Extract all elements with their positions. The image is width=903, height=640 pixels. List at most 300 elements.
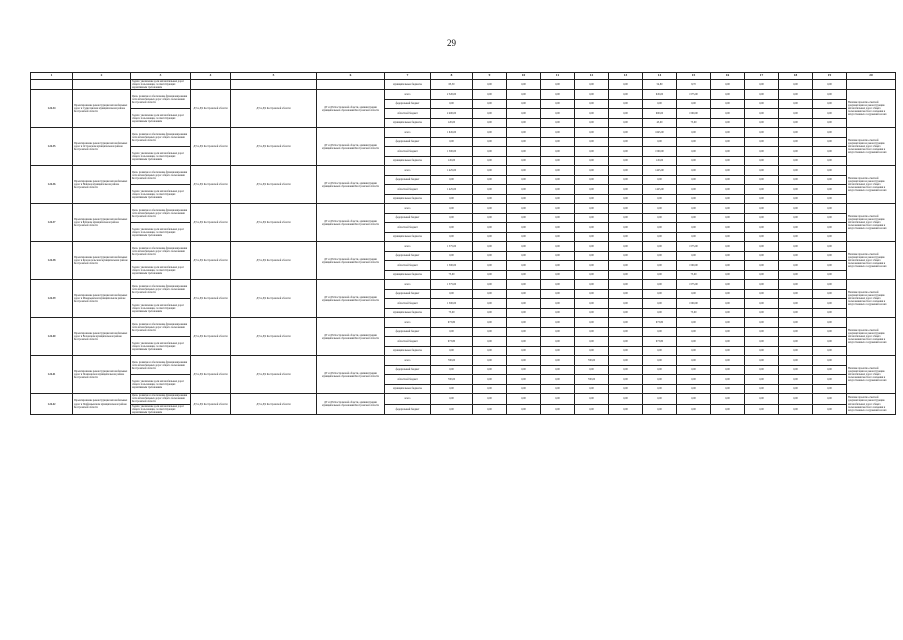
value-cell: 0,00 <box>431 232 473 242</box>
value-cell: 0,00 <box>507 99 541 109</box>
value-cell: 0,00 <box>507 109 541 119</box>
value-cell: 0,00 <box>575 299 609 309</box>
value-cell: 0,00 <box>609 384 643 394</box>
table-row <box>31 166 896 176</box>
value-cell: 0,00 <box>779 346 813 356</box>
item-name: Проектирование реконструкции автомобильных дорог в Буйском муниципальном районе Костромской области <box>73 204 131 242</box>
value-cell: 0,00 <box>779 204 813 214</box>
value-cell: 0,00 <box>813 90 847 100</box>
goal-text: Цель: развитие и обеспечение функционирования сети автомобильных дорог общего пользования Костромской области <box>131 280 191 299</box>
table-row <box>31 404 896 414</box>
value-cell: 0,00 <box>609 128 643 138</box>
value-cell: 0,00 <box>541 299 575 309</box>
value-cell: 0,00 <box>431 384 473 394</box>
value-cell: 0,00 <box>609 204 643 214</box>
value-cell: 700,00 <box>575 356 609 366</box>
value-cell: 0,00 <box>745 346 779 356</box>
funding-source: федеральный бюджет <box>385 327 431 337</box>
funding-source: всего <box>385 166 431 176</box>
header-cell: 10 <box>507 73 541 80</box>
value-cell: 0,00 <box>745 404 779 414</box>
value-cell: 0,00 <box>541 375 575 385</box>
header-cell: 14 <box>643 73 677 80</box>
value-cell: 0,00 <box>813 299 847 309</box>
value-cell: 0,00 <box>473 147 507 157</box>
value-cell: 0,00 <box>643 242 677 252</box>
executor: ДТ и ДХ Костромской области <box>231 90 317 128</box>
value-cell: 0,00 <box>711 356 745 366</box>
value-cell: 0,00 <box>473 232 507 242</box>
funding-source: муниципальные бюджеты <box>385 156 431 166</box>
value-cell: 0,00 <box>677 327 711 337</box>
value-cell: 0,00 <box>575 156 609 166</box>
value-cell: 1 500,00 <box>431 299 473 309</box>
value-cell: 0,00 <box>507 280 541 290</box>
value-cell: 0,00 <box>507 375 541 385</box>
value-cell: 0,00 <box>473 318 507 328</box>
item-number: 1.22.40 <box>31 318 73 356</box>
value-cell: 0,00 <box>779 289 813 299</box>
value-cell: 0,00 <box>609 147 643 157</box>
value-cell: 0,00 <box>575 185 609 195</box>
item-name: Проектирование реконструкции автомобильных дорог в Красносельском муниципальном районе Костромской области <box>73 242 131 280</box>
customer: ДТ и ДХ Костромской области <box>191 90 231 128</box>
value-cell: 0,00 <box>745 384 779 394</box>
value-cell: 0,00 <box>575 394 609 404</box>
value-cell: 0,00 <box>745 289 779 299</box>
value-cell: 0,00 <box>541 185 575 195</box>
value-cell: 0,00 <box>541 90 575 100</box>
header-cell: 5 <box>231 73 317 80</box>
value-cell: 0,00 <box>541 166 575 176</box>
header-cell: 9 <box>473 73 507 80</box>
expected-result: Наличие проектно-сметной документации на реконструкцию автомобильных дорог общего пользования местного значения и искусственных сооружений на них <box>847 242 896 280</box>
value-cell: 0,00 <box>541 280 575 290</box>
value-cell: 0,00 <box>711 384 745 394</box>
value-cell: 0,00 <box>507 327 541 337</box>
value-cell: 0,00 <box>643 194 677 204</box>
value-cell: 0,00 <box>677 337 711 347</box>
value-cell: 0,00 <box>473 270 507 280</box>
value-cell: 0,00 <box>575 166 609 176</box>
goal-text: Цель: развитие и обеспечение функционирования сети автомобильных дорог общего пользования Костромской области <box>131 204 191 223</box>
value-cell: 0,00 <box>813 346 847 356</box>
value-cell: 0,00 <box>541 194 575 204</box>
funding-source: всего <box>385 394 431 404</box>
value-cell: 0,00 <box>779 261 813 271</box>
funding-source: областной бюджет <box>385 261 431 271</box>
value-cell: 0,00 <box>575 128 609 138</box>
value-cell: 75,00 <box>431 308 473 318</box>
value-cell: 700,00 <box>431 356 473 366</box>
value-cell: 0,00 <box>711 280 745 290</box>
value-cell: 0,00 <box>431 365 473 375</box>
value-cell: 2 400,00 <box>431 109 473 119</box>
value-cell: 0,00 <box>609 318 643 328</box>
value-cell: 0,00 <box>507 308 541 318</box>
funding-source: муниципальные бюджеты <box>385 80 431 90</box>
value-cell: 0,00 <box>473 185 507 195</box>
value-cell: 973,80 <box>643 318 677 328</box>
value-cell: 0,00 <box>507 384 541 394</box>
value-cell: 0,00 <box>541 327 575 337</box>
value-cell: 0,00 <box>575 337 609 347</box>
value-cell: 0,00 <box>473 204 507 214</box>
value-cell: 0,00 <box>609 232 643 242</box>
value-cell: 0,00 <box>643 365 677 375</box>
value-cell: 0,00 <box>507 156 541 166</box>
value-cell: 0,00 <box>745 118 779 128</box>
value-cell: 0,00 <box>711 337 745 347</box>
value-cell: 0,00 <box>643 204 677 214</box>
value-cell: 0,00 <box>507 365 541 375</box>
value-cell: 0,00 <box>431 251 473 261</box>
value-cell: 0,00 <box>507 404 541 414</box>
value-cell: 0,00 <box>745 270 779 280</box>
value-cell: 0,00 <box>813 318 847 328</box>
value-cell: 0,00 <box>541 337 575 347</box>
header-row <box>31 73 896 80</box>
value-cell: 973,80 <box>643 337 677 347</box>
value-cell: 0,00 <box>609 166 643 176</box>
value-cell: 0,00 <box>779 404 813 414</box>
value-cell: 0,00 <box>779 242 813 252</box>
header-cell: 8 <box>431 73 473 80</box>
customer: ДТ и ДХ Костромской области <box>191 394 231 415</box>
customer: ДТ и ДХ Костромской области <box>191 242 231 280</box>
value-cell: 1425,00 <box>643 185 677 195</box>
value-cell: 0,00 <box>541 242 575 252</box>
value-cell: 0,00 <box>473 175 507 185</box>
value-cell: 700,00 <box>431 375 473 385</box>
value-cell: 0,00 <box>609 185 643 195</box>
value-cell: 0,00 <box>609 270 643 280</box>
funding-source: областной бюджет <box>385 185 431 195</box>
value-cell: 0,00 <box>473 346 507 356</box>
value-cell: 0,00 <box>575 384 609 394</box>
value-cell: 0,00 <box>745 308 779 318</box>
table-row <box>31 90 896 100</box>
value-cell: 0,00 <box>431 194 473 204</box>
value-cell: 0,00 <box>541 251 575 261</box>
value-cell: 0,00 <box>813 166 847 176</box>
value-cell: 0,00 <box>779 375 813 385</box>
value-cell: 0,00 <box>779 384 813 394</box>
funding-source: муниципальные бюджеты <box>385 194 431 204</box>
value-cell: 0,00 <box>813 261 847 271</box>
value-cell: 0,00 <box>609 137 643 147</box>
value-cell: 0,00 <box>813 384 847 394</box>
value-cell: 0,00 <box>575 80 609 90</box>
table-row <box>31 204 896 214</box>
value-cell: 0,00 <box>813 213 847 223</box>
value-cell: 1575,00 <box>677 280 711 290</box>
co-executor: ДТ и ДХ Костромской области, администрации муниципальных образований Костромской области <box>317 318 385 356</box>
value-cell: 0,00 <box>711 194 745 204</box>
value-cell: 0,00 <box>609 80 643 90</box>
value-cell: 0,00 <box>507 270 541 280</box>
value-cell: 0,00 <box>677 251 711 261</box>
value-cell: 0,00 <box>541 346 575 356</box>
value-cell: 145,00 <box>431 156 473 166</box>
value-cell: 0,00 <box>473 242 507 252</box>
task-text: Задача: увеличение доли автомобильных дорог общего пользования, соответствующих нормативным требованиям <box>131 223 191 242</box>
value-cell: 0,00 <box>609 365 643 375</box>
funding-source: всего <box>385 90 431 100</box>
executor: ДТ и ДХ Костромской области <box>231 394 317 415</box>
value-cell: 0,00 <box>677 137 711 147</box>
value-cell: 0,00 <box>643 213 677 223</box>
header-cell: 18 <box>779 73 813 80</box>
co-executor: ДТ и ДХ Костромской области, администрации муниципальных образований Костромской области <box>317 204 385 242</box>
value-cell: 0,00 <box>813 147 847 157</box>
value-cell: 0,00 <box>609 327 643 337</box>
executor: ДТ и ДХ Костромской области <box>231 166 317 204</box>
value-cell: 1500,00 <box>643 147 677 157</box>
expected-result: Наличие проектно-сметной документации на реконструкцию автомобильных дорог общего пользования местного значения и искусственных сооружений на них <box>847 90 896 128</box>
value-cell: 0,00 <box>473 308 507 318</box>
value-cell: 0,00 <box>677 365 711 375</box>
value-cell: 0,00 <box>575 90 609 100</box>
value-cell: 0,00 <box>677 204 711 214</box>
funding-source: областной бюджет <box>385 337 431 347</box>
value-cell: 0,00 <box>575 365 609 375</box>
value-cell: 0,00 <box>575 204 609 214</box>
value-cell: 0,00 <box>609 175 643 185</box>
value-cell: 0,00 <box>643 251 677 261</box>
value-cell: 0,00 <box>745 327 779 337</box>
value-cell: 0,00 <box>677 213 711 223</box>
item-number: 1.22.36 <box>31 166 73 204</box>
value-cell: 0,00 <box>677 318 711 328</box>
funding-source: всего <box>385 356 431 366</box>
funding-source: муниципальные бюджеты <box>385 384 431 394</box>
value-cell: 0,00 <box>779 308 813 318</box>
value-cell: 0,00 <box>711 128 745 138</box>
value-cell: 0,00 <box>541 365 575 375</box>
value-cell: 0,00 <box>643 232 677 242</box>
value-cell: 0,00 <box>575 280 609 290</box>
customer: ДТ и ДХ Костромской области <box>191 204 231 242</box>
value-cell: 0,00 <box>609 118 643 128</box>
value-cell: 0,00 <box>711 90 745 100</box>
value-cell: 0,00 <box>575 242 609 252</box>
value-cell: 0,00 <box>541 223 575 233</box>
value-cell: 0,00 <box>609 251 643 261</box>
value-cell: 0,00 <box>813 280 847 290</box>
value-cell: 0,00 <box>677 185 711 195</box>
value-cell: 0,00 <box>813 204 847 214</box>
value-cell: 0,00 <box>575 194 609 204</box>
funding-source: муниципальные бюджеты <box>385 308 431 318</box>
value-cell: 0,00 <box>431 327 473 337</box>
value-cell: 0,00 <box>779 156 813 166</box>
value-cell: 145,00 <box>643 156 677 166</box>
value-cell: 1 645,00 <box>431 128 473 138</box>
item-number: 1.22.41 <box>31 356 73 394</box>
value-cell: 0,00 <box>609 356 643 366</box>
value-cell: 0,00 <box>473 166 507 176</box>
value-cell: 0,00 <box>473 90 507 100</box>
value-cell: 0,00 <box>677 356 711 366</box>
value-cell: 0,00 <box>507 356 541 366</box>
value-cell: 0,00 <box>575 213 609 223</box>
value-cell: 0,00 <box>813 128 847 138</box>
value-cell: 0,00 <box>711 109 745 119</box>
value-cell: 0,00 <box>779 270 813 280</box>
value-cell: 0,00 <box>779 299 813 309</box>
value-cell: 0,00 <box>813 109 847 119</box>
funding-source: всего <box>385 318 431 328</box>
value-cell: 0,00 <box>575 232 609 242</box>
task-text: Задача: увеличение доли автомобильных дорог общего пользования, соответствующих нормативным требованиям <box>131 185 191 204</box>
value-cell: 0,00 <box>745 223 779 233</box>
value-cell: 0,00 <box>473 337 507 347</box>
value-cell: 0,00 <box>779 166 813 176</box>
value-cell: 0,00 <box>507 394 541 404</box>
value-cell: 1 575,00 <box>431 280 473 290</box>
value-cell: 0,00 <box>813 289 847 299</box>
value-cell: 1 500,00 <box>431 147 473 157</box>
value-cell: 0,00 <box>473 404 507 414</box>
value-cell: 0,00 <box>473 80 507 90</box>
value-cell: 0,00 <box>677 404 711 414</box>
value-cell: 0,00 <box>643 175 677 185</box>
value-cell: 0,00 <box>431 394 473 404</box>
header-cell: 3 <box>131 73 191 80</box>
value-cell: 0,00 <box>711 251 745 261</box>
value-cell: 0,00 <box>507 232 541 242</box>
value-cell: 0,00 <box>711 394 745 404</box>
co-executor: ДТ и ДХ Костромской области, администрации муниципальных образований Костромской области <box>317 242 385 280</box>
value-cell: 945,00 <box>643 90 677 100</box>
value-cell: 0,00 <box>507 80 541 90</box>
program-table-sheet <box>30 72 887 415</box>
value-cell: 1500,00 <box>677 299 711 309</box>
header-cell: 1 <box>31 73 73 80</box>
value-cell: 0,00 <box>643 375 677 385</box>
value-cell: 0,00 <box>813 156 847 166</box>
value-cell: 0,00 <box>507 318 541 328</box>
value-cell: 0,00 <box>575 346 609 356</box>
table-row <box>31 394 896 404</box>
header-cell: 2 <box>73 73 131 80</box>
value-cell: 0,00 <box>643 299 677 309</box>
expected-result: Наличие проектно-сметной документации на реконструкцию автомобильных дорог общего пользования местного значения и искусственных сооружений на них <box>847 204 896 242</box>
value-cell: 1500,00 <box>677 109 711 119</box>
value-cell: 0,00 <box>473 384 507 394</box>
value-cell: 0,00 <box>813 251 847 261</box>
task-text: Задача: увеличение доли автомобильных дорог общего пользования, соответствующих нормативным требованиям <box>131 147 191 166</box>
value-cell: 0,00 <box>507 346 541 356</box>
goal-text: Цель: развитие и обеспечение функционирования сети автомобильных дорог общего пользования Костромской области <box>131 242 191 261</box>
value-cell: 0,00 <box>813 232 847 242</box>
value-cell: 0,00 <box>745 365 779 375</box>
value-cell: 0,00 <box>779 232 813 242</box>
value-cell: 0,00 <box>575 137 609 147</box>
value-cell: 0,00 <box>431 223 473 233</box>
value-cell: 0,00 <box>779 356 813 366</box>
value-cell: 0,00 <box>745 128 779 138</box>
value-cell: 0,00 <box>813 308 847 318</box>
value-cell: 0,00 <box>575 270 609 280</box>
value-cell: 0,00 <box>575 223 609 233</box>
goal-text: Цель: развитие и обеспечение функционирования сети автомобильных дорог общего пользования Костромской области <box>131 90 191 109</box>
co-executor: ДТ и ДХ Костромской области, администрации муниципальных образований Костромской области <box>317 280 385 318</box>
value-cell: 0,00 <box>541 261 575 271</box>
value-cell: 0,00 <box>711 327 745 337</box>
header-cell: 12 <box>575 73 609 80</box>
value-cell: 0,00 <box>643 404 677 414</box>
value-cell: 0,00 <box>541 384 575 394</box>
value-cell: 0,00 <box>745 213 779 223</box>
value-cell: 0,00 <box>541 204 575 214</box>
value-cell: 0,00 <box>609 194 643 204</box>
value-cell: 0,00 <box>745 109 779 119</box>
value-cell: 0,00 <box>473 128 507 138</box>
value-cell: 45,00 <box>643 118 677 128</box>
funding-source: областной бюджет <box>385 109 431 119</box>
value-cell: 0,00 <box>711 137 745 147</box>
value-cell: 0,00 <box>473 394 507 404</box>
item-name: Проектирование реконструкции автомобильных дорог в Макарьевском муниципальном районе Костромской области <box>73 280 131 318</box>
value-cell: 0,00 <box>813 375 847 385</box>
value-cell: 0,00 <box>609 156 643 166</box>
value-cell: 0,00 <box>677 384 711 394</box>
value-cell: 0,00 <box>711 156 745 166</box>
value-cell: 0,00 <box>541 99 575 109</box>
value-cell: 0,00 <box>677 128 711 138</box>
value-cell: 0,00 <box>745 194 779 204</box>
item-name: Проектирование реконструкции автомобильных дорог в Понизовском муниципальном районе Костромской области <box>73 356 131 394</box>
value-cell: 0,00 <box>813 404 847 414</box>
value-cell: 0,00 <box>677 156 711 166</box>
value-cell: 0,00 <box>643 289 677 299</box>
value-cell: 54,80 <box>643 80 677 90</box>
value-cell: 0,00 <box>813 194 847 204</box>
value-cell: 0,00 <box>745 137 779 147</box>
value-cell: 0,00 <box>609 375 643 385</box>
value-cell: 0,00 <box>677 223 711 233</box>
goal-text: Цель: развитие и обеспечение функционирования сети автомобильных дорог общего пользования Костромской области <box>131 394 191 404</box>
funding-source: федеральный бюджет <box>385 99 431 109</box>
value-cell: 0,00 <box>711 204 745 214</box>
value-cell: 0,00 <box>575 289 609 299</box>
table-row <box>31 128 896 138</box>
value-cell: 0,00 <box>541 289 575 299</box>
value-cell: 1 500,00 <box>431 261 473 271</box>
expected-result: Наличие проектно-сметной документации на реконструкцию автомобильных дорог общего пользования местного значения и искусственных сооружений на них <box>847 394 896 415</box>
value-cell: 0,00 <box>609 109 643 119</box>
value-cell: 0,00 <box>541 318 575 328</box>
value-cell: 0,00 <box>711 375 745 385</box>
value-cell: 0,00 <box>609 404 643 414</box>
value-cell: 0,00 <box>745 375 779 385</box>
task-text: Задача: увеличение доли автомобильных дорог общего пользования, соответствующих нормативным требованиям <box>131 404 191 414</box>
value-cell: 0,00 <box>431 289 473 299</box>
item-number: 1.22.37 <box>31 204 73 242</box>
value-cell: 0,00 <box>507 147 541 157</box>
table-row <box>31 261 896 271</box>
value-cell: 0,00 <box>745 299 779 309</box>
funding-source: муниципальные бюджеты <box>385 118 431 128</box>
value-cell: 0,00 <box>711 289 745 299</box>
value-cell: 0,00 <box>473 280 507 290</box>
value-cell: 0,00 <box>609 280 643 290</box>
value-cell: 0,00 <box>745 261 779 271</box>
item-number: 1.22.42 <box>31 394 73 415</box>
value-cell: 0,00 <box>711 118 745 128</box>
